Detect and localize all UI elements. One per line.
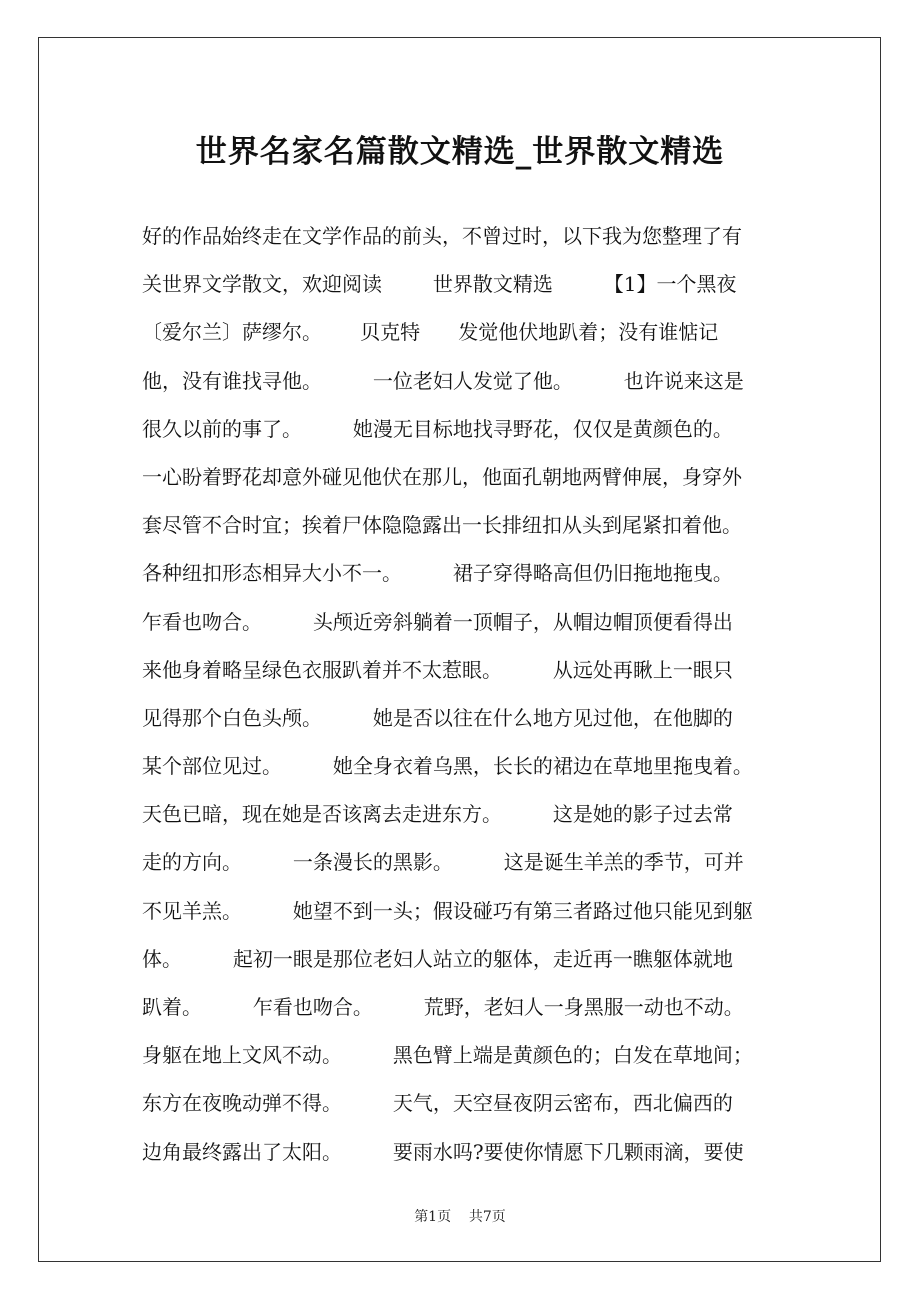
body-line: 某个部位见过。 她全身衣着乌黑，长长的裙边在草地里拖曳着。 [142,754,753,779]
body-line: 关世界文学散文，欢迎阅读 世界散文精选 【1】一个黑夜 [142,272,737,297]
body-line: 他，没有谁找寻他。 一位老妇人发觉了他。 也许说来这是 [142,368,744,393]
page-number-footer: 第1页 共7页 [414,1209,506,1225]
body-line: 身躯在地上文风不动。 黑色臂上端是黄颜色的；白发在草地间； [142,1043,753,1068]
body-line: 一心盼着野花却意外碰见他伏在那儿，他面孔朝地两臂伸展，身穿外 [142,464,742,489]
body-line: 套尽管不合时宜；挨着尸体隐隐露出一长排纽扣从头到尾紧扣着他。 [142,513,742,538]
body-line: 天色已暗，现在她是否该离去走进东方。 这是她的影子过去常 [142,802,733,827]
body-line: 来他身着略呈绿色衣服趴着并不太惹眼。 从远处再瞅上一眼只 [142,657,733,682]
body-line: 趴着。 乍看也吻合。 荒野，老妇人一身黑服一动也不动。 [142,995,744,1019]
document-title: 世界名家名篇散文精选_世界散文精选 [195,134,725,170]
body-line: 走的方向。 一条漫长的黑影。 这是诞生羊羔的季节，可并 [142,850,744,875]
body-line: 好的作品始终走在文学作品的前头，不曾过时，以下我为您整理了有 [142,224,742,248]
body-line: 乍看也吻合。 头颅近旁斜躺着一顶帽子，从帽边帽顶便看得出 [142,609,733,634]
body-line: 各种纽扣形态相异大小不一。 裙子穿得略高但仍旧拖地拖曳。 [142,561,733,586]
document-body [142,212,802,1176]
body-line: 边角最终露出了太阳。 要雨水吗?要使你情愿下几颗雨滴，要使 [142,1139,744,1164]
body-line: 体。 起初一眼是那位老妇人站立的躯体，走近再一瞧躯体就地 [142,946,733,971]
body-line: 不见羊羔。 她望不到一头；假设碰巧有第三者路过他只能见到躯 [142,898,753,923]
body-line: 〔爱尔兰〕萨缪尔。 贝克特 发觉他伏地趴着；没有谁惦记 [142,320,719,345]
body-line: 很久以前的事了。 她漫无目标地找寻野花，仅仅是黄颜色的。 [142,416,733,441]
body-line: 见得那个白色头颅。 她是否以往在什么地方见过他，在他脚的 [142,705,733,730]
body-line: 东方在夜晚动弹不得。 天气，天空昼夜阴云密布，西北偏西的 [142,1091,733,1116]
